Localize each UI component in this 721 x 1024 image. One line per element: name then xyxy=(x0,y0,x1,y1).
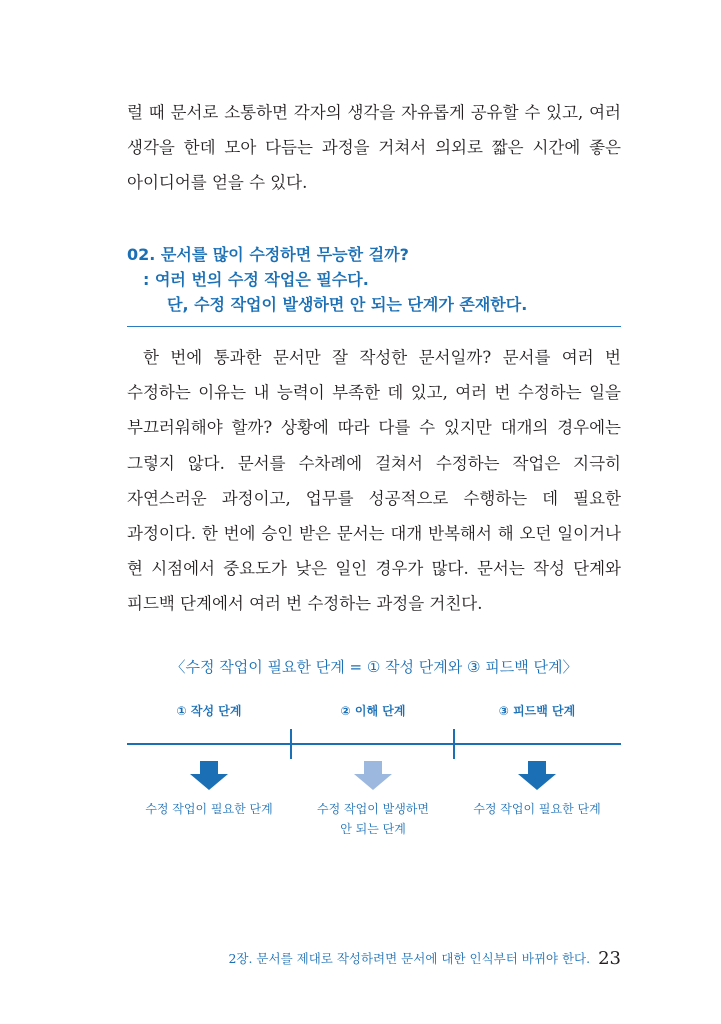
section-heading-subtitle-1: : 여러 번의 수정 작업은 필수다. xyxy=(143,270,369,289)
stage-desc-line: 수정 작업이 발생하면 xyxy=(317,802,429,816)
body-paragraph-1: 럴 때 문서로 소통하면 각자의 생각을 자유롭게 공유할 수 있고, 여러 생각을 한데 모아 다듬는 과정을 거쳐서 의외로 짧은 시간에 좋은 아이디어를 얻을 수 있다. xyxy=(127,103,621,193)
timeline-divider-2 xyxy=(453,729,455,759)
section-heading-title: 02. 문서를 많이 수정하면 무능한 걸까? xyxy=(127,245,409,264)
stage-desc-writing xyxy=(127,799,291,819)
timeline-divider-1 xyxy=(290,729,292,759)
stage-label-understanding: ② 이해 단계 xyxy=(340,704,406,718)
section-heading-subtitle-2: 단, 수정 작업이 발생하면 안 되는 단계가 존재한다. xyxy=(167,295,528,314)
stage-desc-line: 수정 작업이 필요한 단계 xyxy=(473,802,601,816)
diagram-title: 〈수정 작업이 필요한 단계 = ① 작성 단계와 ③ 피드백 단계〉 xyxy=(170,658,578,676)
section-heading xyxy=(127,242,621,317)
stage-desc-feedback xyxy=(455,799,619,819)
page-number: 23 xyxy=(598,948,621,969)
body-paragraph-2: 한 번에 통과한 문서만 잘 작성한 문서일까? 문서를 여러 번 수정하는 이유는 내 능력이 부족한 데 있고, 여러 번 수정하는 일을 부끄러워해야 할까? 상황에 따라 다를 수 있지만 대개의 경우에는 그렇지 않다. 문서를 수차례에 걸쳐서 수정하는 작업은 지극히 자연스러운 과정이고, 업무를 성공적으로 수행하는 데 필요한 과정이다. 한 번에 승인 받은 문서는 대개 반복해서 해 오던 일이거나 현 시점에서 중요도가 낮은 일인 경우가 많다. 문서는 작성 단계와 피드백 단계에서 여러 번 수정하는 과정을 거친다. xyxy=(127,348,621,614)
timeline-line xyxy=(127,743,621,745)
footer-chapter-text: 2장. 문서를 제대로 작성하려면 문서에 대한 인식부터 바뀌야 한다. xyxy=(228,951,591,966)
arrow-down-icon xyxy=(517,761,557,791)
stage-desc-line: 수정 작업이 필요한 단계 xyxy=(145,802,273,816)
stage-label-feedback: ③ 피드백 단계 xyxy=(498,704,576,718)
heading-divider xyxy=(127,326,621,327)
stage-label-writing: ① 작성 단계 xyxy=(176,704,242,718)
page-footer xyxy=(228,948,621,969)
arrow-down-icon xyxy=(353,761,393,791)
arrow-down-icon xyxy=(189,761,229,791)
stage-desc-line: 안 되는 단계 xyxy=(340,822,406,836)
stage-desc-understanding xyxy=(291,799,455,839)
